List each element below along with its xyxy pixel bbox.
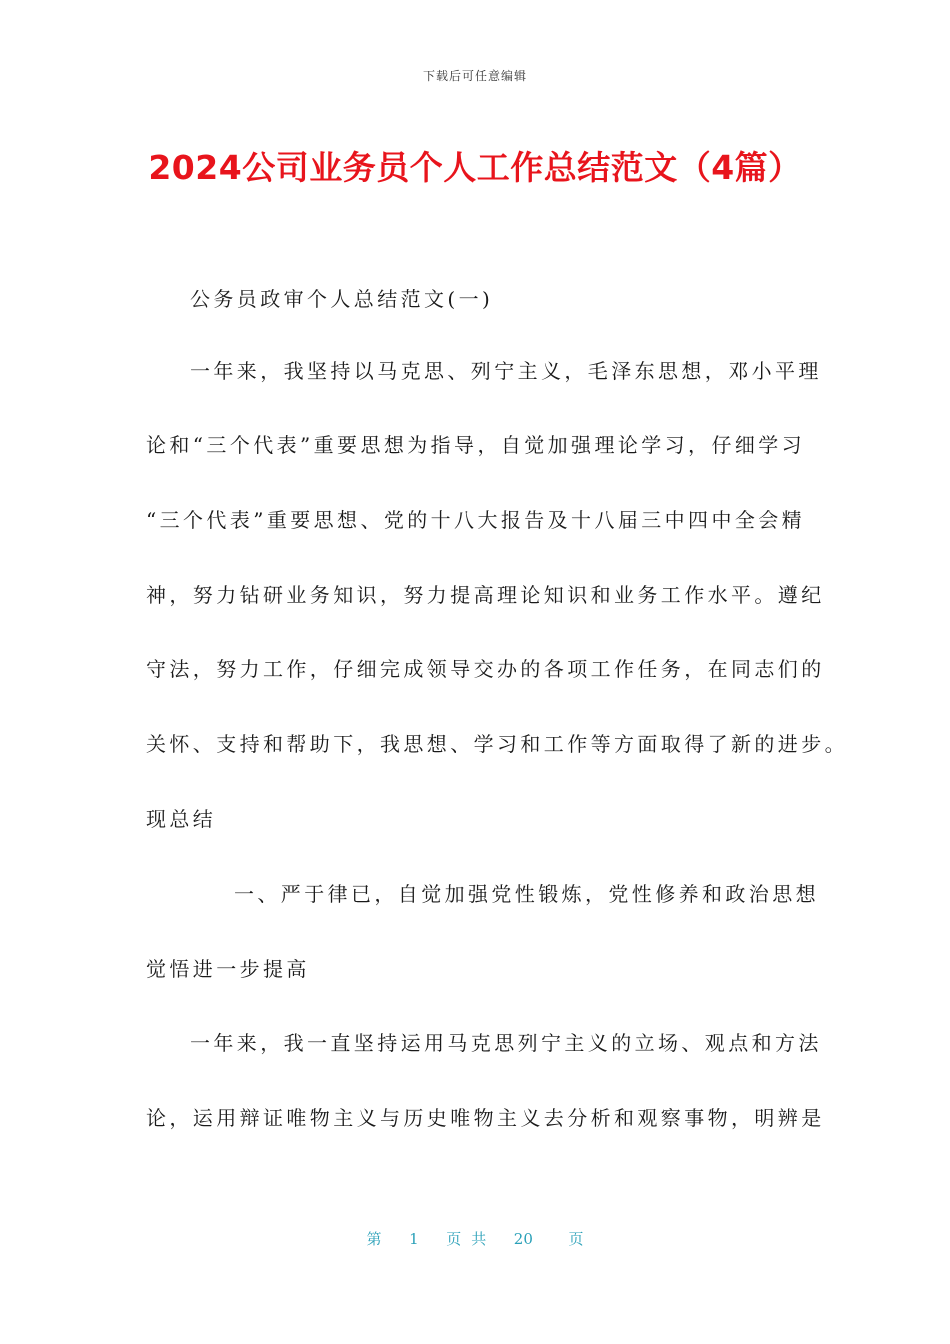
paragraph-line: 守法，努力工作，仔细完成领导交办的各项工作任务，在同志们的 [146,657,825,681]
page-footer [0,1228,950,1249]
footer-total-pages: 20 [513,1230,533,1248]
paragraph-line: 一年来，我坚持以马克思、列宁主义，毛泽东思想，邓小平理 [190,359,822,383]
header-note: 下载后可任意编辑 [422,69,527,83]
paragraph-line: “三个代表”重要思想、党的十八大报告及十八届三中四中全会精 [146,508,806,532]
paragraph-line: 论和“三个代表”重要思想为指导，自觉加强理论学习，仔细学习 [146,433,806,457]
paragraph-line: 关怀、支持和帮助下，我思想、学习和工作等方面取得了新的进步。 [146,732,848,756]
document-title: 2024公司业务员个人工作总结范文（4篇） [148,148,802,187]
footer-page-suffix: 页 [568,1230,584,1248]
section-heading: 公务员政审个人总结范文(一) [190,287,494,311]
paragraph-line: 神，努力钻研业务知识，努力提高理论知识和业务工作水平。遵纪 [146,583,825,607]
paragraph-line: 现总结 [146,807,217,831]
paragraph-line: 一年来，我一直坚持运用马克思列宁主义的立场、观点和方法 [190,1031,822,1055]
subsection-heading: 一、严于律已，自觉加强党性锻炼，党性修养和政治思想 [234,882,819,906]
footer-page-prefix: 第 [366,1230,382,1248]
paragraph-line: 论，运用辩证唯物主义与历史唯物主义去分析和观察事物，明辨是 [146,1106,825,1130]
subsection-heading-cont: 觉悟进一步提高 [146,957,310,981]
footer-page-middle: 页共 [446,1230,497,1248]
footer-page-number: 1 [409,1230,419,1248]
